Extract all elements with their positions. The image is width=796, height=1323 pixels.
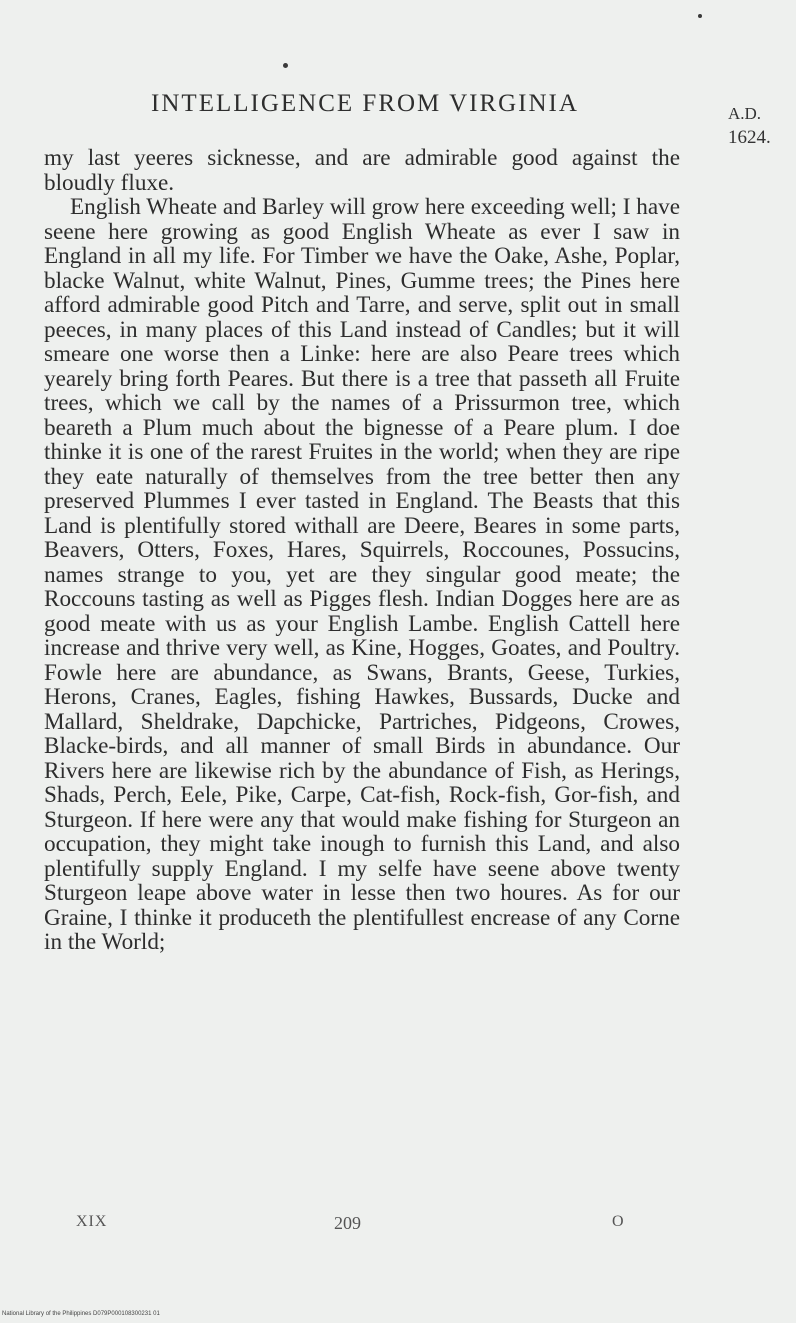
margin-date-year: 1624.	[728, 127, 771, 148]
paragraph: English Wheate and Barley will grow here exceeding well; I have seene here growing as good English Wheate as ever I saw in England in all my life. For Timber we have the Oake, Ashe, Poplar, blacke Walnut, white Walnut, Pines, Gumme trees; the Pines here afford admirable good Pitch and Tarre, and serve, split out in small peeces, in many places of this Land instead of Candles; but it will smeare one worse then a Linke: here are also Peare trees which yearely bring forth Peares. But there is a tree that passeth all Fruite trees, which we call by the names of a Prissurmon tree, which beareth a Plum much about the bignesse of a Peare plum. I doe thinke it is one of the rarest Fruites in the world; when they are ripe they eate naturally of themselves from the tree better then any preserved Plummes I ever tasted in England. The Beasts that this Land is plentifully stored withall are Deere, Beares in some parts, Beavers, Otters, Foxes, Hares, Squirrels, Roccounes, Possucins, names strange to you, yet are they singular good meate; the Roccouns tasting as well as Pigges flesh. Indian Dogges here are as good meate with us as your English Lambe. English Cattell here increase and thrive very well, as Kine, Hogges, Goates, and Poultry. Fowle here are abundance, as Swans, Brants, Geese, Turkies, Herons, Cranes, Eagles, fishing Hawkes, Bussards, Ducke and Mallard, Sheldrake, Dapchicke, Partriches, Pidgeons, Crowes, Blacke-birds, and all manner of small Birds in abundance. Our Rivers here are likewise rich by the abundance of Fish, as Herings, Shads, Perch, Eele, Pike, Carpe, Cat-fish, Rock-fish, Gor-fish, and Sturgeon. If here were any that would make fishing for Sturgeon an occupation, they might take inough to furnish this Land, and also plentifully supply England. I my selfe have seene above twenty Sturgeon leape above water in lesse then two houres. As for our Graine, I thinke it produceth the plentifullest encrease of any Corne in the World;	[44, 194, 680, 955]
margin-date	[728, 102, 788, 150]
body-text	[44, 146, 680, 955]
page-number: 209	[334, 1213, 361, 1233]
speck-mark	[283, 63, 288, 68]
library-stamp: National Library of the Philippines D079P000108300231 01	[2, 1311, 160, 1317]
paragraph: my last yeeres sicknesse, and are admirable good against the bloudly fluxe.	[44, 145, 680, 196]
catchmark: O	[612, 1213, 624, 1230]
running-title: INTELLIGENCE FROM VIRGINIA	[151, 90, 579, 117]
signature-mark: XIX	[76, 1213, 108, 1230]
margin-date-era: A.D.	[728, 104, 762, 123]
speck-mark	[698, 14, 702, 18]
